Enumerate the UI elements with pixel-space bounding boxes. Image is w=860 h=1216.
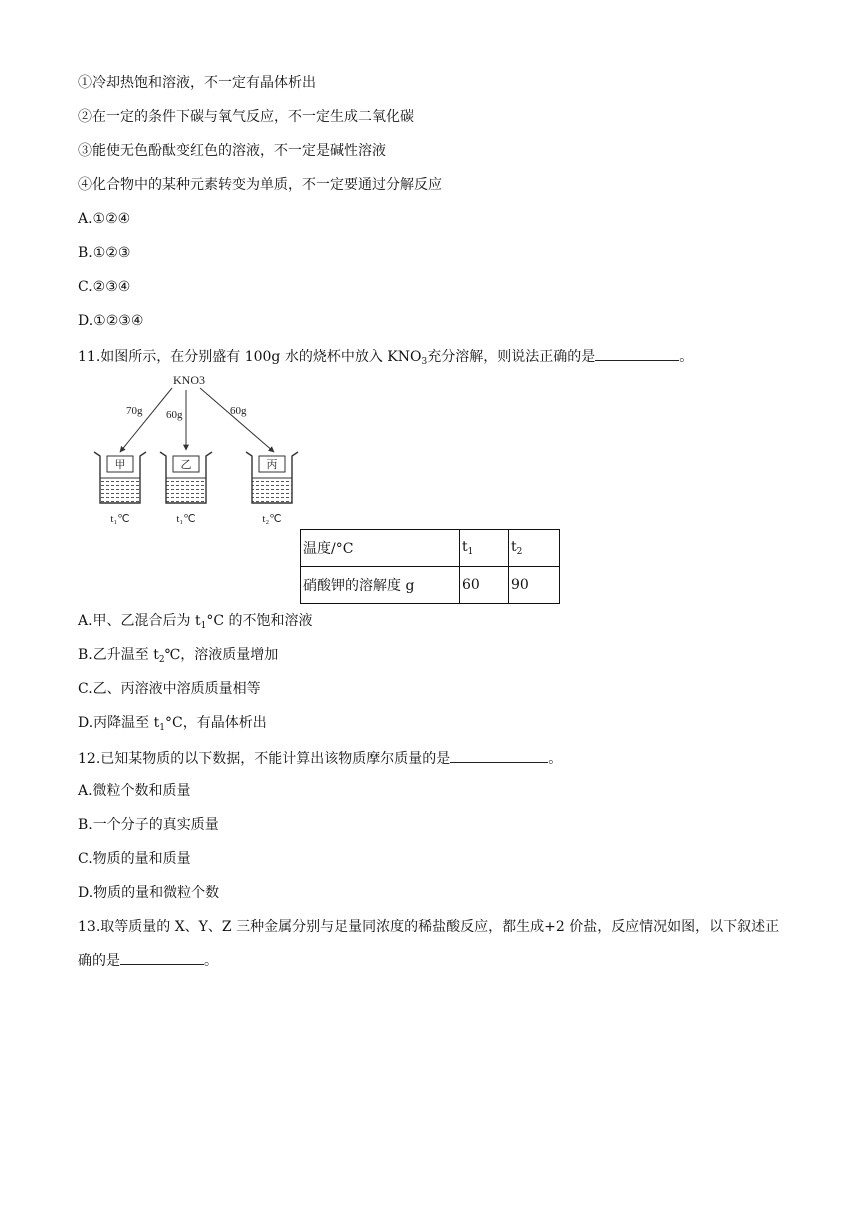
table-cell: 硝酸钾的溶解度 g [301, 567, 460, 604]
q12-option-b[interactable]: B.一个分子的真实质量 [78, 817, 219, 833]
temp-label-bing: t₂℃ [262, 513, 282, 525]
table-row [301, 567, 560, 604]
table-cell: $t_1$ [460, 530, 509, 567]
q12-stem: 12.已知某物质的以下数据，不能计算出该物质摩尔质量的是 。 [78, 748, 562, 768]
beaker-label-bing: 丙 [266, 458, 278, 471]
q12-option-a[interactable]: A.微粒个数和质量 [78, 783, 191, 799]
beaker-bing [246, 452, 298, 525]
q11-option-c[interactable]: C.乙、丙溶液中溶质质量相等 [78, 681, 261, 697]
table-cell: 温度/°C [301, 530, 460, 567]
q12-option-c[interactable]: C.物质的量和质量 [78, 851, 191, 867]
beaker-jia [94, 452, 146, 525]
statement-2: ②在一定的条件下碳与氧气反应，不一定生成二氧化碳 [78, 109, 414, 125]
kno3-label: KNO3 [173, 373, 205, 387]
q12-option-d[interactable]: D.物质的量和微粒个数 [78, 885, 220, 901]
q13-stem: 13.取等质量的 X、Y、Z 三种金属分别与足量同浓度的稀盐酸反应，都生成+2 价盐，反应情况如图，以下叙述正确的是 。 [78, 919, 780, 969]
table-cell: 90 [509, 567, 560, 604]
beaker-label-jia: 甲 [114, 458, 126, 471]
q11-option-d[interactable]: D.丙降温至 $t_1^\circ C$，有晶体析出 [78, 715, 267, 733]
temp-label-yi: t₁℃ [176, 513, 196, 525]
answer-blank[interactable] [450, 748, 548, 763]
statement-4: ④化合物中的某种元素转变为单质，不一定要通过分解反应 [78, 177, 442, 193]
q10-option-b[interactable]: B.①②③ [78, 245, 131, 261]
beaker-label-yi: 乙 [180, 458, 192, 471]
beaker-figure [86, 368, 306, 528]
answer-blank[interactable] [120, 950, 204, 965]
mass-label-bing: 60g [230, 405, 247, 417]
solubility-table [300, 529, 560, 604]
q10-option-c[interactable]: C.②③④ [78, 279, 131, 295]
beaker-yi [160, 452, 212, 525]
mass-label-jia: 70g [126, 405, 143, 417]
table-cell: 60 [460, 567, 509, 604]
q10-option-a[interactable]: A.①②④ [78, 211, 131, 227]
table-row [301, 530, 560, 567]
q11-stem: 11.如图所示，在分别盛有 100g 水的烧杯中放入 $KNO_3$充分溶解，则说法正确的是 。 [78, 346, 693, 371]
q11-option-b[interactable]: B.乙升温至 $t_2℃$，溶液质量增加 [78, 647, 279, 665]
table-cell: $t_2$ [509, 530, 560, 567]
arrow-left [120, 388, 172, 452]
mass-label-yi: 60g [166, 409, 183, 421]
answer-blank[interactable] [595, 346, 679, 361]
q10-option-d[interactable]: D.①②③④ [78, 313, 144, 329]
statement-3: ③能使无色酚酞变红色的溶液，不一定是碱性溶液 [78, 143, 386, 159]
q11-option-a[interactable]: A.甲、乙混合后为 $t_1^\circ C$ 的不饱和溶液 [78, 613, 313, 631]
temp-label-jia: t₁℃ [110, 513, 130, 525]
statement-1: ①冷却热饱和溶液，不一定有晶体析出 [78, 75, 316, 91]
arrow-right [200, 388, 274, 452]
